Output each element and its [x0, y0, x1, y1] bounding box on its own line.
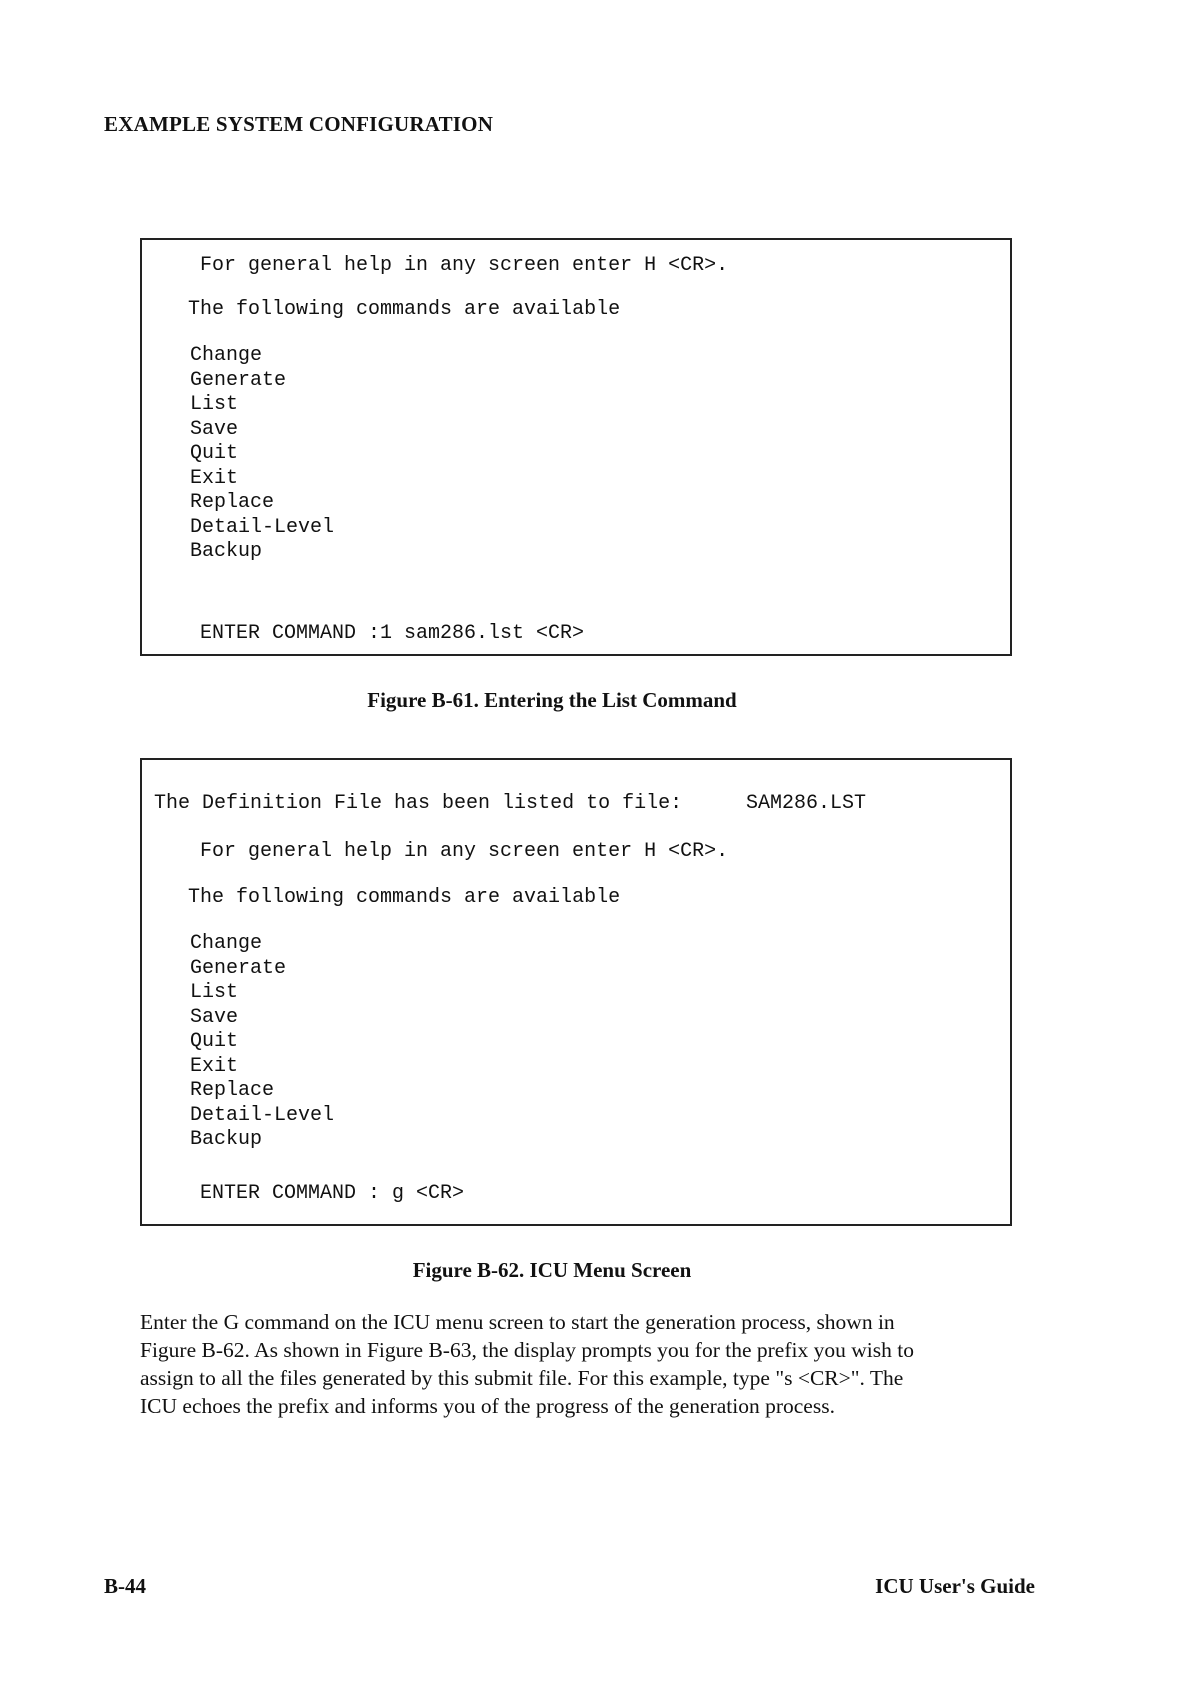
command-item: Backup — [190, 540, 263, 563]
body-paragraph — [140, 1308, 1020, 1420]
command-item: Save — [190, 1005, 239, 1029]
command-prompt: ENTER COMMAND :1 sam286.lst <CR> — [200, 622, 585, 645]
command-item: Change — [190, 344, 263, 367]
command-prompt: ENTER COMMAND : g <CR> — [200, 1182, 465, 1205]
help-line: For general help in any screen enter H <CR>. — [200, 254, 729, 277]
help-line: For general help in any screen enter H <CR>. — [200, 840, 729, 863]
command-list — [190, 344, 334, 565]
page-header: EXAMPLE SYSTEM CONFIGURATION — [104, 112, 494, 136]
command-item: Backup — [190, 1128, 263, 1151]
command-item: List — [190, 393, 239, 416]
page-number: B-44 — [104, 1574, 146, 1598]
command-list — [190, 932, 334, 1153]
paragraph-line: Figure B-62. As shown in Figure B-63, the display prompts you for the prefix you wish to — [140, 1338, 914, 1362]
command-item: Exit — [190, 466, 239, 490]
figure-caption: Figure B-61. Entering the List Command — [367, 688, 737, 712]
command-item: Exit — [190, 1054, 239, 1078]
terminal-screen-icu-menu — [140, 758, 1012, 1226]
figure-caption: Figure B-62. ICU Menu Screen — [412, 1258, 692, 1282]
paragraph-line: ICU echoes the prefix and informs you of the progress of the generation process. — [140, 1394, 835, 1418]
terminal-screen-list-command — [140, 238, 1012, 656]
command-item: Generate — [190, 368, 287, 392]
paragraph-line: Enter the G command on the ICU menu screen to start the generation process, shown in — [140, 1310, 895, 1334]
command-item: Replace — [190, 491, 275, 514]
command-item: Save — [190, 417, 239, 441]
command-item: Change — [190, 932, 263, 955]
command-item: Detail-Level — [190, 515, 335, 539]
commands-intro: The following commands are available — [188, 298, 621, 321]
listed-file-name: SAM286.LST — [746, 792, 867, 815]
command-item: List — [190, 981, 239, 1004]
command-item: Generate — [190, 956, 287, 980]
command-item: Quit — [190, 442, 239, 465]
paragraph-line: assign to all the files generated by this submit file. For this example, type "s <CR>". The — [140, 1366, 904, 1390]
command-item: Replace — [190, 1079, 275, 1102]
command-item: Quit — [190, 1030, 239, 1053]
document-title: ICU User's Guide — [875, 1574, 1035, 1598]
listed-file-label: The Definition File has been listed to file: — [154, 792, 683, 815]
commands-intro: The following commands are available — [188, 886, 621, 909]
command-item: Detail-Level — [190, 1103, 335, 1127]
